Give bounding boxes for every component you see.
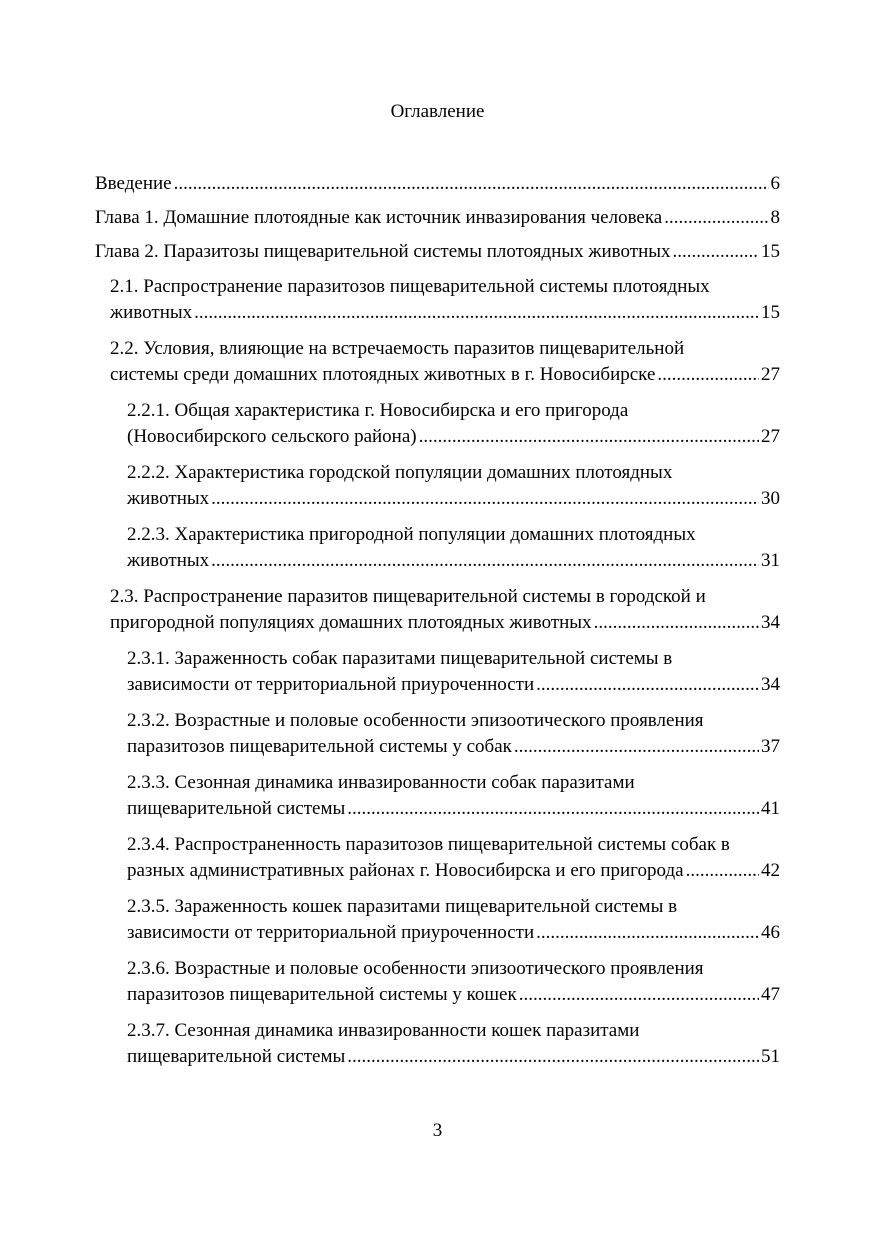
toc-entry-title: Глава 2. Паразитозы пищеварительной системы плотоядных животных xyxy=(95,241,671,262)
toc-entry-page: 27 xyxy=(761,364,780,385)
toc-entry-title-line-1: 2.2. Условия, влияющие на встречаемость паразитов пищеварительной xyxy=(110,338,685,359)
toc-entry-page: 30 xyxy=(761,488,780,509)
toc-leader-dots xyxy=(673,239,759,265)
toc-entry-line xyxy=(127,858,780,884)
toc-entry-line xyxy=(127,920,780,946)
toc-leader-dots xyxy=(419,424,759,450)
page-number: 3 xyxy=(432,1120,443,1141)
toc-entry-2-3-7[interactable] xyxy=(127,1018,780,1070)
toc-leader-dots xyxy=(536,920,759,946)
toc-entry-title-line-1: 2.3.1. Зараженность собак паразитами пищеварительной системы в xyxy=(127,648,673,669)
toc-entry-title-line-2: паразитозов пищеварительной системы у кошек xyxy=(127,984,517,1005)
toc-leader-dots xyxy=(536,672,759,698)
toc-entry-chapter-2[interactable] xyxy=(95,239,780,265)
toc-entry-line xyxy=(127,548,780,574)
toc-leader-dots xyxy=(347,1044,759,1070)
toc-entry-title-line-1: 2.3.4. Распространенность паразитозов пищеварительной системы собак в xyxy=(127,834,730,855)
toc-entry-title-line-1: 2.2.2. Характеристика городской популяции домашних плотоядных xyxy=(127,462,673,483)
toc-entry-page: 8 xyxy=(770,207,780,228)
toc-entry-line xyxy=(95,239,780,265)
toc-entry-title-line-1: 2.3. Распространение паразитов пищеварительной системы в городской и xyxy=(110,586,706,607)
toc-leader-dots xyxy=(686,858,759,884)
toc-entry-line xyxy=(95,171,780,197)
toc-leader-dots xyxy=(514,734,759,760)
toc-entry-page: 46 xyxy=(761,922,780,943)
toc-entry-page: 51 xyxy=(761,1046,780,1067)
toc-entry-page: 15 xyxy=(761,241,780,262)
toc-entry-chapter-1[interactable] xyxy=(95,205,780,231)
toc-entry-title-line-2: системы среди домашних плотоядных животных в г. Новосибирске xyxy=(110,364,656,385)
toc-entry-2-2-3[interactable] xyxy=(127,522,780,574)
toc-entry-page: 41 xyxy=(761,798,780,819)
toc-entry-2-3-4[interactable] xyxy=(127,832,780,884)
toc-entry-line xyxy=(110,300,780,326)
toc-entry-introduction[interactable] xyxy=(95,171,780,197)
toc-entry-page: 31 xyxy=(761,550,780,571)
toc-entry-title-line-2: (Новосибирского сельского района) xyxy=(127,426,417,447)
toc-entry-line xyxy=(110,610,780,636)
toc-entry-title-line-2: пригородной популяциях домашних плотоядных животных xyxy=(110,612,592,633)
toc-entry-title-line-1: 2.3.6. Возрастные и половые особенности эпизоотического проявления xyxy=(127,958,704,979)
toc-leader-dots xyxy=(519,982,759,1008)
toc-entry-title-line-1: 2.2.3. Характеристика пригородной популяции домашних плотоядных xyxy=(127,524,696,545)
toc-entry-line xyxy=(127,982,780,1008)
toc-entry-title-line-2: животных xyxy=(110,302,193,323)
toc-entry-title-line-1: 2.3.5. Зараженность кошек паразитами пищеварительной системы в xyxy=(127,896,678,917)
toc-entry-page: 47 xyxy=(761,984,780,1005)
toc-entry-line xyxy=(127,424,780,450)
toc-entry-2-3-6[interactable] xyxy=(127,956,780,1008)
toc-entry-line xyxy=(127,796,780,822)
toc-entry-title-line-2: пищеварительной системы xyxy=(127,1046,346,1067)
toc-leader-dots xyxy=(594,610,759,636)
toc-entry-page: 27 xyxy=(761,426,780,447)
toc-entry-line xyxy=(127,734,780,760)
toc-entry-page: 34 xyxy=(761,612,780,633)
toc-entry-line xyxy=(127,672,780,698)
toc-leader-dots xyxy=(211,486,759,512)
toc-leader-dots xyxy=(211,548,759,574)
toc-leader-dots xyxy=(194,300,759,326)
toc-entry-title-line-2: зависимости от территориальной приуроченности xyxy=(127,922,535,943)
toc-entry-line xyxy=(95,205,780,231)
toc-entry-page: 15 xyxy=(761,302,780,323)
toc-entry-page: 34 xyxy=(761,674,780,695)
toc-entry-title-line-2: животных xyxy=(127,488,210,509)
toc-entry-line xyxy=(110,362,780,388)
toc-entry-2-2-1[interactable] xyxy=(127,398,780,450)
toc-entry-title-line-2: разных административных районах г. Новосибирска и его пригорода xyxy=(127,860,684,881)
toc-entry-title-line-2: паразитозов пищеварительной системы у собак xyxy=(127,736,512,757)
toc-entry-2-1[interactable] xyxy=(110,274,780,326)
toc-entry-2-3-3[interactable] xyxy=(127,770,780,822)
toc-entry-title-line-1: 2.3.3. Сезонная динамика инвазированности собак паразитами xyxy=(127,772,635,793)
toc-entry-2-3-2[interactable] xyxy=(127,708,780,760)
toc-leader-dots xyxy=(347,796,759,822)
toc-entry-title-line-2: животных xyxy=(127,550,210,571)
toc-entry-title-line-2: пищеварительной системы xyxy=(127,798,346,819)
toc-entry-title-line-1: 2.1. Распространение паразитозов пищеварительной системы плотоядных xyxy=(110,276,710,297)
toc-entry-title-line-2: зависимости от территориальной приуроченности xyxy=(127,674,535,695)
toc-entry-line xyxy=(127,1044,780,1070)
toc-entry-page: 6 xyxy=(770,173,780,194)
toc-entry-2-3-1[interactable] xyxy=(127,646,780,698)
toc-entry-title: Введение xyxy=(95,173,172,194)
toc-entry-line xyxy=(127,486,780,512)
toc-leader-dots xyxy=(664,205,768,231)
toc-entry-2-2[interactable] xyxy=(110,336,780,388)
toc-leader-dots xyxy=(174,171,769,197)
toc-entry-page: 37 xyxy=(761,736,780,757)
toc-entry-title: Глава 1. Домашние плотоядные как источник инвазирования человека xyxy=(95,207,663,228)
toc-entry-page: 42 xyxy=(761,860,780,881)
toc-entry-title-line-1: 2.3.2. Возрастные и половые особенности эпизоотического проявления xyxy=(127,710,704,731)
toc-entry-2-3-5[interactable] xyxy=(127,894,780,946)
toc-entry-2-2-2[interactable] xyxy=(127,460,780,512)
toc-entry-title-line-1: 2.2.1. Общая характеристика г. Новосибирска и его пригорода xyxy=(127,400,629,421)
toc-leader-dots xyxy=(657,362,759,388)
page-title: Оглавление xyxy=(390,101,485,122)
toc-entry-title-line-1: 2.3.7. Сезонная динамика инвазированности кошек паразитами xyxy=(127,1020,640,1041)
toc-entry-2-3[interactable] xyxy=(110,584,780,636)
